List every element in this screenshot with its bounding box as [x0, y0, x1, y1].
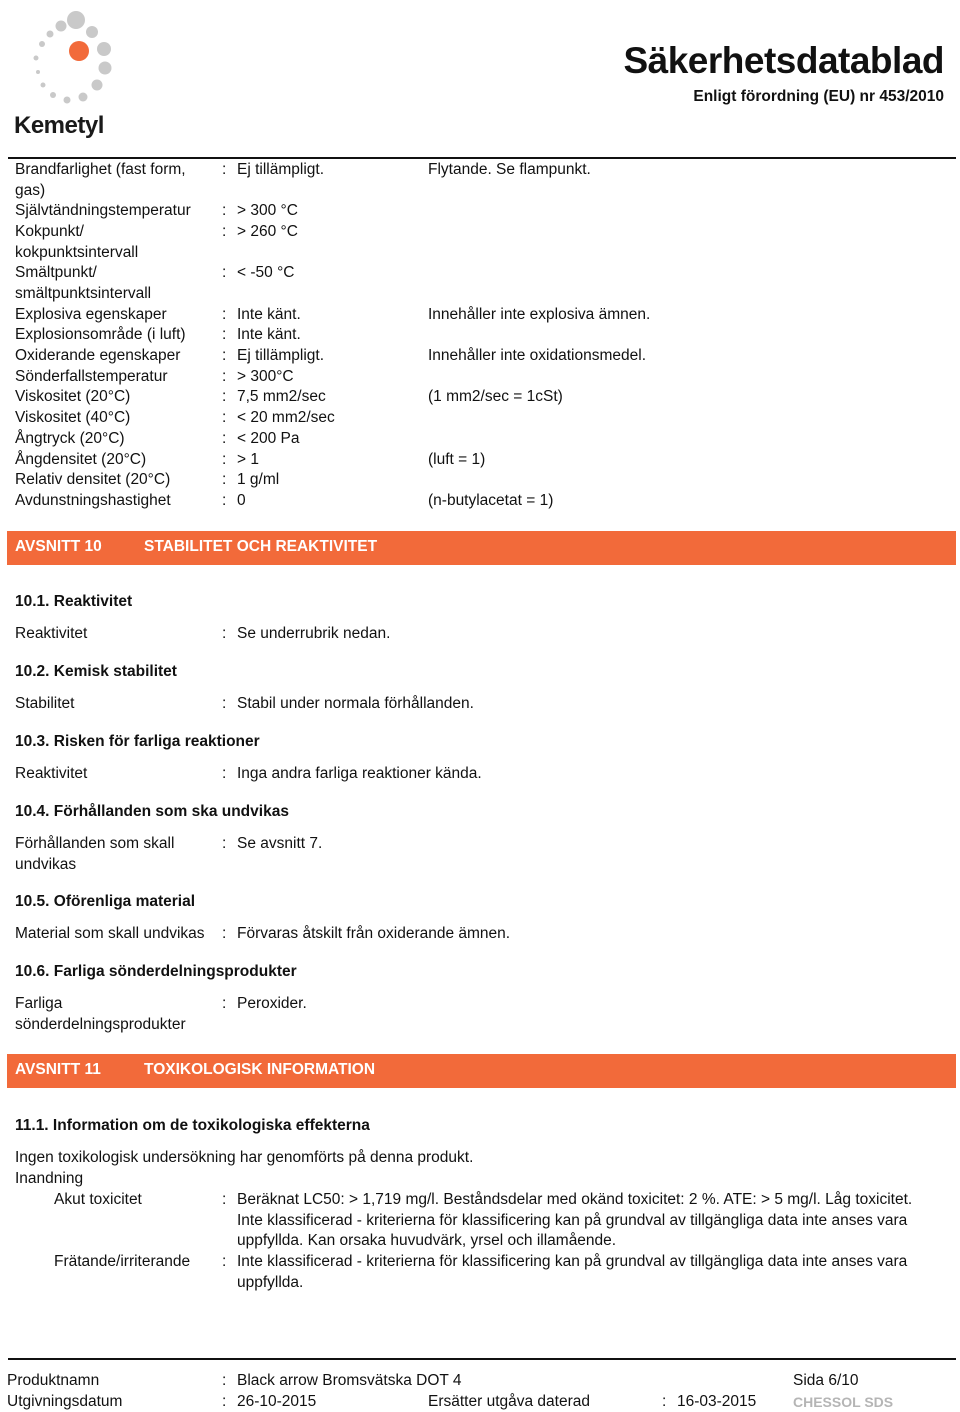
section-11-banner — [7, 1054, 956, 1088]
subsection-heading: 10.5. Oförenliga material — [15, 893, 196, 910]
property-note: Innehåller inte explosiva ämnen. — [428, 306, 651, 323]
field-label: Förhållanden som skall undvikas — [15, 835, 175, 873]
field-value: Stabil under normala förhållanden. — [237, 695, 474, 712]
footer-brand: CHESSOL SDS — [793, 1394, 894, 1410]
subsection-heading: 11.1. Information om de toxikologiska effekterna — [15, 1117, 370, 1134]
section-title: TOXIKOLOGISK INFORMATION — [144, 1061, 376, 1078]
field-value: Se avsnitt 7. — [237, 835, 323, 852]
toxicity-label: Akut toxicitet — [54, 1191, 142, 1208]
subsection-heading: 10.4. Förhållanden som ska undvikas — [15, 803, 289, 820]
subsection-heading: 10.1. Reaktivitet — [15, 593, 133, 610]
property-label: Smältpunkt/ smältpunktsintervall — [15, 264, 152, 302]
footer-replaces-label: Ersätter utgåva daterad — [428, 1393, 590, 1410]
field-value: Förvaras åtskilt från oxiderande ämnen. — [237, 925, 511, 942]
field-value: Peroxider. — [237, 995, 307, 1012]
field-value: Inga andra farliga reaktioner kända. — [237, 765, 482, 782]
footer-issue-label: Utgivningsdatum — [7, 1393, 123, 1410]
field-label: Stabilitet — [15, 695, 75, 712]
property-label: Viskositet (40°C) — [15, 409, 131, 426]
property-label: Kokpunkt/ kokpunktsintervall — [15, 223, 139, 261]
subsection-heading: 10.2. Kemisk stabilitet — [15, 663, 177, 680]
property-value: > 300 °C — [237, 202, 298, 219]
property-value: Ej tillämpligt. — [237, 347, 324, 364]
document-subtitle: Enligt förordning (EU) nr 453/2010 — [693, 88, 944, 105]
field-label: Farliga sönderdelningsprodukter — [15, 995, 186, 1033]
property-label: Relativ densitet (20°C) — [15, 471, 171, 488]
footer-product-label: Produktnamn — [7, 1372, 100, 1389]
property-label: Oxiderande egenskaper — [15, 347, 181, 364]
property-note: Innehåller inte oxidationsmedel. — [428, 347, 646, 364]
field-label: Reaktivitet — [15, 765, 88, 782]
property-label: Ångdensitet (20°C) — [15, 451, 147, 468]
section-10-banner — [7, 531, 956, 565]
toxicity-label: Frätande/irriterande — [54, 1253, 191, 1270]
section-number: AVSNITT 10 — [15, 538, 102, 555]
property-value: 1 g/ml — [237, 471, 280, 488]
property-note: (luft = 1) — [428, 451, 486, 468]
field-label: Reaktivitet — [15, 625, 88, 642]
property-note: (n-butylacetat = 1) — [428, 492, 554, 509]
logo-text: Kemetyl — [14, 112, 104, 139]
property-value: > 1 — [237, 451, 259, 468]
footer-issue-value: 26-10-2015 — [237, 1393, 317, 1410]
property-label: Ångtryck (20°C) — [15, 430, 125, 447]
property-label: Explosiva egenskaper — [15, 306, 167, 323]
toxicity-text: Beräknat LC50: > 1,719 mg/l. Beståndsdelar med okänd toxicitet: 2 %. ATE: > 5 mg/l. Låg toxicitet. Inte klassificerad - kriterierna för klassificering kan på grundval av tillgängliga data inte anses vara uppfyllda. Kan orsaka huvudvärk, yrsel och illamående. — [237, 1191, 913, 1250]
section-number: AVSNITT 11 — [15, 1061, 101, 1078]
field-value: Se underrubrik nedan. — [237, 625, 391, 642]
section-title: STABILITET OCH REAKTIVITET — [144, 538, 378, 555]
property-label: Explosionsområde (i luft) — [15, 326, 186, 343]
property-label: Sönderfallstemperatur — [15, 368, 168, 385]
property-value: Inte känt. — [237, 326, 301, 343]
property-value: Inte känt. — [237, 306, 301, 323]
footer-product-value: Black arrow Bromsvätska DOT 4 — [237, 1372, 462, 1389]
document-title: Säkerhetsdatablad — [623, 40, 944, 81]
property-note: Flytande. Se flampunkt. — [428, 161, 591, 178]
footer-page: Sida 6/10 — [793, 1372, 859, 1389]
property-value: > 300°C — [237, 368, 294, 385]
property-note: (1 mm2/sec = 1cSt) — [428, 388, 563, 405]
property-label: Avdunstningshastighet — [15, 492, 171, 509]
property-value: > 260 °C — [237, 223, 298, 240]
subsection-heading: 10.6. Farliga sönderdelningsprodukter — [15, 963, 297, 980]
header-divider — [8, 157, 956, 159]
property-value: Ej tillämpligt. — [237, 161, 324, 178]
property-label: Brandfarlighet (fast form, gas) — [15, 161, 186, 199]
footer-divider — [8, 1358, 956, 1360]
property-value: < 200 Pa — [237, 430, 300, 447]
footer-replaces-value: 16-03-2015 — [677, 1393, 757, 1410]
property-label: Självtändningstemperatur — [15, 202, 191, 219]
property-value: 7,5 mm2/sec — [237, 388, 326, 405]
property-value: 0 — [237, 492, 246, 509]
subsection-heading: 10.3. Risken för farliga reaktioner — [15, 733, 260, 750]
property-label: Viskositet (20°C) — [15, 388, 131, 405]
intro-text: Ingen toxikologisk undersökning har genomförts på denna produkt. — [15, 1149, 474, 1166]
field-label: Material som skall undvikas — [15, 925, 205, 942]
property-value: < -50 °C — [237, 264, 295, 281]
toxicity-text: Inte klassificerad - kriterierna för klassificering kan på grundval av tillgängliga data inte anses vara uppfyllda. — [237, 1253, 908, 1291]
route-label: Inandning — [15, 1170, 84, 1187]
property-value: < 20 mm2/sec — [237, 409, 335, 426]
